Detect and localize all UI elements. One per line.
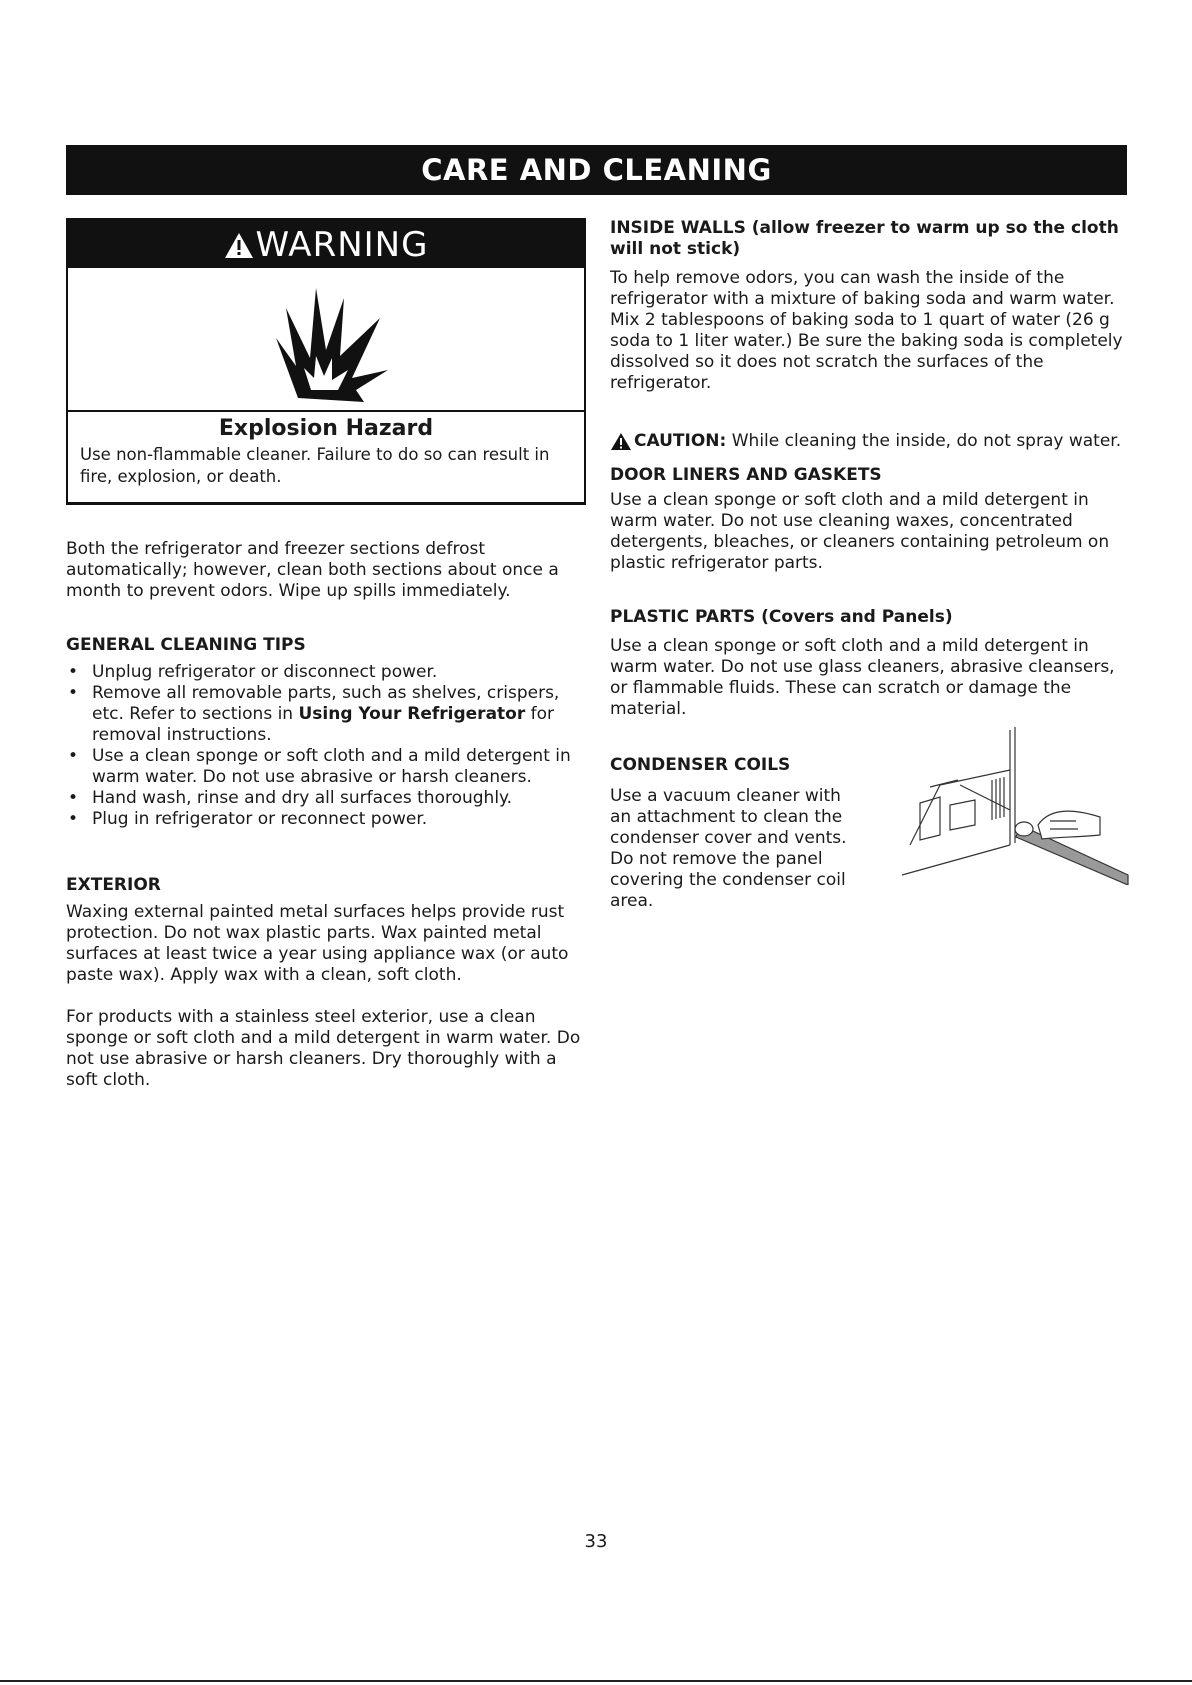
- exterior-heading: EXTERIOR: [66, 875, 161, 895]
- page-header: CARE AND CLEANING: [66, 145, 1127, 195]
- caution-text: While cleaning the inside, do not spray water.: [726, 431, 1122, 451]
- plastic-parts-heading: PLASTIC PARTS (Covers and Panels): [610, 607, 953, 627]
- condenser-text-block: [610, 755, 855, 912]
- warning-header: [68, 220, 584, 268]
- inside-walls-heading: INSIDE WALLS (allow freezer to warm up so the cloth will not stick): [610, 218, 1119, 259]
- list-item: • Plug in refrigerator or reconnect power.: [66, 809, 586, 830]
- warning-image: [68, 268, 584, 412]
- right-column: [610, 218, 1130, 912]
- door-liners-paragraph: Use a clean sponge or soft cloth and a mild detergent in warm water. Do not use cleaning waxes, concentrated detergents, bleaches, or cleaners containing petroleum on plastic refrigerator parts.: [610, 490, 1110, 573]
- page-number: 33: [584, 1531, 608, 1552]
- left-column: [66, 218, 586, 1091]
- warning-box: [66, 218, 586, 505]
- exterior-paragraph-2: For products with a stainless steel exterior, use a clean sponge or soft cloth and a mild detergent in warm water. Do not use abrasive or harsh cleaners. Dry thoroughly with a soft cloth.: [66, 1007, 581, 1090]
- exterior-paragraph-1: Waxing external painted metal surfaces helps provide rust protection. Do not wax plastic parts. Wax painted metal surfaces at least twice a year using appliance wax (or auto paste wax). Apply wax with a clean, soft cloth.: [66, 902, 569, 985]
- caution-triangle-icon: [610, 432, 632, 451]
- general-tips-list: [66, 662, 586, 830]
- hazard-title: Explosion Hazard: [218, 416, 434, 441]
- caution-label: CAUTION:: [634, 431, 727, 451]
- list-item: • Unplug refrigerator or disconnect power.: [66, 662, 586, 683]
- general-tips-heading: GENERAL CLEANING TIPS: [66, 635, 306, 655]
- bottom-rule: [0, 1680, 1192, 1682]
- warning-label: WARNING: [255, 225, 429, 265]
- condenser-section: [610, 755, 1130, 912]
- list-item: • Hand wash, rinse and dry all surfaces thoroughly.: [66, 788, 586, 809]
- intro-paragraph: Both the refrigerator and freezer sections defrost automatically; however, clean both sections about once a month to prevent odors. Wipe up spills immediately.: [66, 539, 559, 601]
- caution-note: [610, 430, 1130, 453]
- vacuum-condenser-illustration: [900, 725, 1130, 885]
- explosion-icon: [256, 278, 396, 403]
- list-item: • Remove all removable parts, such as shelves, crispers, etc. Refer to sections in Using Your Refrigerator for removal instructions.: [66, 683, 586, 746]
- list-item: • Use a clean sponge or soft cloth and a mild detergent in warm water. Do not use abrasive or harsh cleaners.: [66, 746, 586, 788]
- door-liners-heading: DOOR LINERS AND GASKETS: [610, 465, 882, 485]
- condenser-heading: CONDENSER COILS: [610, 755, 791, 775]
- section-reference: Using Your Refrigerator: [298, 704, 526, 724]
- inside-walls-paragraph: To help remove odors, you can wash the inside of the refrigerator with a mixture of baking soda and warm water. Mix 2 tablespoons of baking soda to 1 quart of water (26 g soda to 1 liter water.) Be sure the baking soda is completely dissolved so it does not scratch the surfaces of the refrigerator.: [610, 268, 1123, 393]
- plastic-parts-paragraph: Use a clean sponge or soft cloth and a mild detergent in warm water. Do not use glass cleaners, abrasive cleansers, or flammable fluids. These can scratch or damage the material.: [610, 636, 1115, 719]
- warning-triangle-icon: [224, 232, 254, 259]
- hazard-text: Use non-flammable cleaner. Failure to do so can result in fire, explosion, or death.: [80, 445, 550, 486]
- condenser-paragraph: Use a vacuum cleaner with an attachment to clean the condenser cover and vents. Do not remove the panel covering the condenser coil area.: [610, 786, 847, 911]
